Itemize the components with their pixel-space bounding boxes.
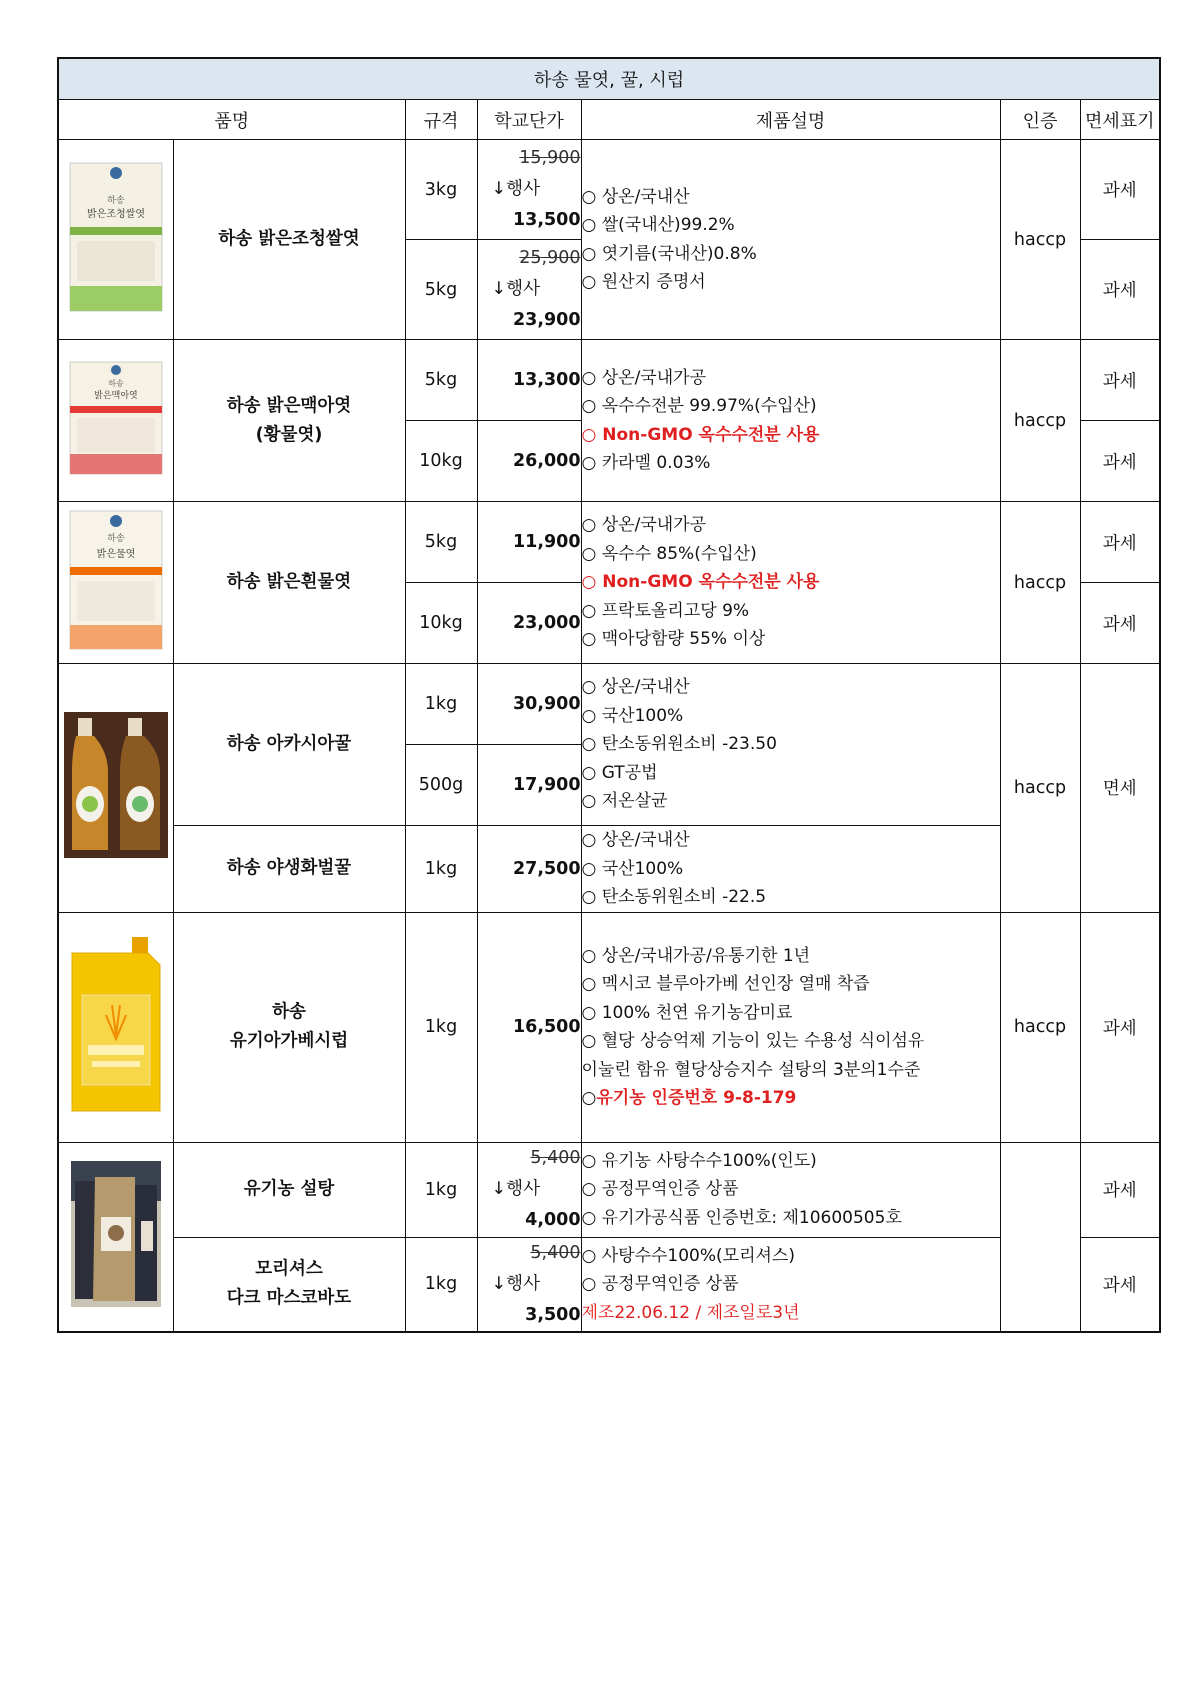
spec-cell: 10kg xyxy=(405,421,477,502)
desc-line-highlight xyxy=(582,1084,1000,1113)
price-cell: 16,500 xyxy=(477,912,581,1142)
desc-line: ○ 멕시코 블루아가베 선인장 열매 착즙 xyxy=(581,974,870,994)
event-label: ↓행사 xyxy=(491,279,540,299)
spec-cell: 5kg xyxy=(405,340,477,421)
honey-bottles-image xyxy=(64,712,168,858)
certification: haccp xyxy=(1000,140,1080,340)
desc-line: ○ 옥수수 85%(수입산) xyxy=(581,543,757,564)
tax-status: 과세 xyxy=(1080,583,1160,664)
product-description xyxy=(581,912,1000,1142)
spec-cell: 10kg xyxy=(405,583,477,664)
spec-cell: 3kg xyxy=(405,140,477,240)
desc-line: ○ 혈당 상승억제 기능이 있는 수용성 식이섬유 xyxy=(581,1031,925,1051)
desc-line: ○ 국산100% xyxy=(581,858,684,879)
event-price: 13,500 xyxy=(512,210,581,230)
product-name-line: 다크 마스코바도 xyxy=(226,1288,352,1309)
original-price: 5,400 xyxy=(530,1242,581,1263)
certification: haccp xyxy=(1000,502,1080,664)
desc-line: ○ 국산100% xyxy=(581,705,684,726)
price-cell xyxy=(477,1237,581,1332)
bag-label-brand: 하송 xyxy=(108,379,124,388)
desc-line: ○ 프락토올리고당 9% xyxy=(581,600,750,621)
event-price: 4,000 xyxy=(525,1210,581,1230)
tax-status: 면세 xyxy=(1080,664,1160,913)
spec-cell: 500g xyxy=(405,745,477,826)
desc-line: ○ 상온/국내산 xyxy=(581,830,690,850)
product-name-line: 유기아가베시럽 xyxy=(229,1031,349,1051)
tax-status: 과세 xyxy=(1080,912,1160,1142)
organic-cert-number: 유기농 인증번호 9-8-179 xyxy=(596,1088,797,1108)
product-image-rice-syrup xyxy=(58,140,173,340)
desc-line: ○ 상온/국내가공 xyxy=(581,367,706,388)
product-image-honey xyxy=(58,664,173,913)
agave-pouch-image xyxy=(66,935,166,1115)
desc-line: ○ 맥아당함량 55% 이상 xyxy=(581,629,766,650)
product-image-sugar xyxy=(58,1142,173,1332)
product-image-white-syrup xyxy=(58,502,173,664)
product-name: 하송 밝은흰물엿 xyxy=(173,502,405,664)
spec-cell: 1kg xyxy=(405,912,477,1142)
header-spec: 규격 xyxy=(405,100,477,140)
price-table xyxy=(57,57,1161,1333)
price-cell xyxy=(477,1142,581,1237)
desc-line: ○ 상온/국내산 xyxy=(581,677,690,698)
product-image-malt-syrup xyxy=(58,340,173,502)
spec-cell: 1kg xyxy=(405,1142,477,1237)
bag-label-brand: 하송 xyxy=(107,534,125,544)
spec-cell: 1kg xyxy=(405,664,477,745)
price-cell: 30,900 xyxy=(477,664,581,745)
tax-status: 과세 xyxy=(1080,1142,1160,1237)
tax-status: 과세 xyxy=(1080,1237,1160,1332)
tax-status: 과세 xyxy=(1080,340,1160,421)
desc-line: ○ 저온살균 xyxy=(581,791,668,812)
desc-line: ○ 탄소동위원소비 -22.5 xyxy=(581,887,767,907)
desc-line: ○ 상온/국내가공/유통기한 1년 xyxy=(581,945,811,966)
tax-status: 과세 xyxy=(1080,502,1160,583)
event-price: 23,900 xyxy=(512,310,581,330)
certification: haccp xyxy=(1000,664,1080,913)
desc-line-highlight: ○ Non-GMO 옥수수전분 사용 xyxy=(581,572,820,593)
manufacture-date-note: 제조22.06.12 / 제조일로3년 xyxy=(581,1302,800,1323)
product-name xyxy=(173,340,405,502)
white-syrup-bag-image xyxy=(67,509,165,651)
desc-line: ○ 유기가공식품 인증번호: 제10600505호 xyxy=(581,1207,902,1228)
price-cell: 26,000 xyxy=(477,421,581,502)
event-label: ↓행사 xyxy=(491,1273,540,1294)
price-cell: 27,500 xyxy=(477,826,581,913)
desc-line: ○ 탄소동위원소비 -23.50 xyxy=(581,734,777,755)
desc-line: ○ 100% 천연 유기농감미료 xyxy=(581,1002,793,1023)
product-name-line: 모리셔스 xyxy=(255,1259,323,1280)
desc-line: ○ 카라멜 0.03% xyxy=(581,453,711,473)
product-description xyxy=(581,826,1000,913)
original-price: 5,400 xyxy=(530,1148,581,1168)
header-tax: 면세표기 xyxy=(1080,100,1160,140)
price-cell: 23,000 xyxy=(477,583,581,664)
price-cell: 13,300 xyxy=(477,340,581,421)
product-name xyxy=(173,912,405,1142)
original-price: 15,900 xyxy=(519,148,581,168)
product-name xyxy=(173,1237,405,1332)
price-cell: 11,900 xyxy=(477,502,581,583)
product-name: 하송 아카시아꿀 xyxy=(173,664,405,826)
desc-line: ○ 유기농 사탕수수100%(인도) xyxy=(581,1150,817,1171)
product-description xyxy=(581,1142,1000,1237)
product-name-line: 하송 xyxy=(272,1002,306,1022)
bag-label-brand: 하송 xyxy=(107,196,125,206)
bag-label-product: 밝은조청쌀엿 xyxy=(86,209,145,220)
product-description xyxy=(581,664,1000,826)
certification: haccp xyxy=(1000,340,1080,502)
product-image-agave-syrup xyxy=(58,912,173,1142)
malt-syrup-bag-image xyxy=(67,360,165,476)
header-name: 품명 xyxy=(58,100,405,140)
bag-label-product: 밝은물엿 xyxy=(96,549,136,560)
product-description xyxy=(581,1237,1000,1332)
header-price: 학교단가 xyxy=(477,100,581,140)
desc-line: ○ 쌀(국내산)99.2% xyxy=(581,215,735,235)
desc-line: ○ 사탕수수100%(모리셔스) xyxy=(581,1245,795,1266)
spec-cell: 1kg xyxy=(405,826,477,913)
product-description xyxy=(581,340,1000,502)
product-description xyxy=(581,502,1000,664)
certification-empty xyxy=(1000,1142,1080,1332)
spec-cell: 5kg xyxy=(405,240,477,340)
event-label: ↓행사 xyxy=(491,179,540,199)
table-title: 하송 물엿, 꿀, 시럽 xyxy=(58,58,1160,100)
certification: haccp xyxy=(1000,912,1080,1142)
desc-line: ○ GT공법 xyxy=(581,762,658,783)
original-price: 25,900 xyxy=(519,248,581,268)
desc-line: ○ 공정무역인증 상품 xyxy=(581,1274,739,1294)
desc-line: ○ 상온/국내산 xyxy=(581,186,690,207)
spec-cell: 1kg xyxy=(405,1237,477,1332)
price-cell: 17,900 xyxy=(477,745,581,826)
price-cell xyxy=(477,240,581,340)
bag-label-product: 밝은맥아엿 xyxy=(94,391,138,401)
desc-line: ○ 상온/국내가공 xyxy=(581,515,706,536)
desc-line: ○ 공정무역인증 상품 xyxy=(581,1179,739,1200)
tax-status: 과세 xyxy=(1080,140,1160,240)
product-name: 하송 밝은조청쌀엿 xyxy=(173,140,405,340)
product-name: 유기농 설탕 xyxy=(173,1142,405,1237)
sugar-bags-image xyxy=(71,1161,161,1307)
tax-status: 과세 xyxy=(1080,421,1160,502)
desc-line: 이눌린 함유 혈당상승지수 설탕의 3분의1수준 xyxy=(581,1059,921,1080)
bullet: ○ xyxy=(581,1088,597,1108)
event-label: ↓행사 xyxy=(491,1179,540,1199)
tax-status: 과세 xyxy=(1080,240,1160,340)
header-desc: 제품설명 xyxy=(581,100,1000,140)
desc-line: ○ 엿기름(국내산)0.8% xyxy=(581,243,757,264)
product-name: 하송 야생화벌꿀 xyxy=(173,826,405,913)
product-name-line: (황물엿) xyxy=(255,424,323,445)
desc-line-highlight: ○ Non-GMO 옥수수전분 사용 xyxy=(581,424,820,445)
price-cell xyxy=(477,140,581,240)
spec-cell: 5kg xyxy=(405,502,477,583)
desc-line: ○ 옥수수전분 99.97%(수입산) xyxy=(581,396,817,416)
desc-line: ○ 원산지 증명서 xyxy=(581,272,706,292)
product-name-line: 하송 밝은맥아엿 xyxy=(226,395,352,416)
header-cert: 인증 xyxy=(1000,100,1080,140)
event-price: 3,500 xyxy=(525,1304,581,1325)
rice-syrup-bag-image xyxy=(67,161,165,313)
product-description xyxy=(581,140,1000,340)
